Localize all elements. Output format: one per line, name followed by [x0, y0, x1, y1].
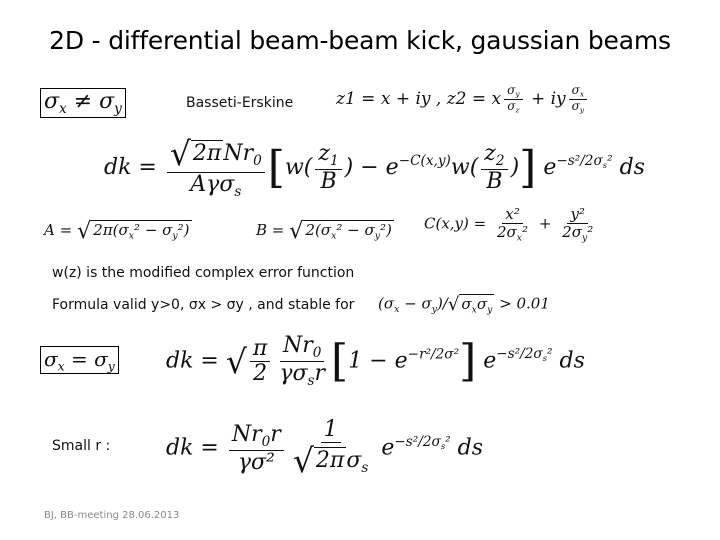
small-r-label: Small r : [52, 438, 111, 454]
c-definition: C(x,y) = $\frac{\text{x²}}{2\sigma_x^2}$ + $\frac{\text{y²}}{2\sigma_y^2}$ [424, 205, 594, 243]
kick-formula-general: dk = $\frac{√2\pi Nr_0}{A\gamma\sigma_s}$ [w( $\frac{z_1}{B}$ ) − $e^{-C(x,y)}w$( $\frac{z_2}{B}$ )] $e^{-s^2/2\sigma_s^2}$ ds [104, 134, 645, 201]
z-definitions-formula: z1 = x + iy , z2 = x $\frac{\sigma_y}{\sigma_z}$ + iy $\frac{\sigma_x}{\sigma_y}$ [336, 84, 590, 115]
validity-condition-text: Formula valid y>0, σx > σy , and stable for [52, 297, 355, 313]
a-definition: A = √ $2\pi(\sigma_x^2 - \sigma_y^2)$ [44, 218, 190, 244]
footer-citation: BJ, BB-meeting 28.06.2013 [44, 510, 180, 521]
basseti-erskine-label: Basseti-Erskine [186, 95, 294, 111]
unequal-sigma-condition: $\sigma_x \ne \sigma_y$ [40, 88, 126, 118]
slide-title: 2D - differential beam-beam kick, gaussian beams [49, 26, 671, 55]
b-definition: B = √ $2(\sigma_x^2 - \sigma_y^2)$ [256, 218, 392, 244]
kick-formula-round-beam: dk = √ $\frac{\pi}{2}$ $\frac{Nr_0}{\gamma\sigma_sr}$ $[1 - e^{-r^2/2\sigma^2}]$ $e^{-s^2/2\sigma_s^2}$ ds [166, 333, 585, 389]
equal-sigma-condition: $\sigma_x = \sigma_y$ [40, 346, 119, 374]
kick-formula-small-r: dk = $\frac{Nr_0r}{\text{γσ²}}$ $\frac{1}{√2\pi\sigma_s}$ $e^{-s^2/2\sigma_s^2}$ ds [166, 417, 483, 481]
stability-condition-formula: $(\sigma_x - \sigma_y)/√$ $\sigma_x\sigma_y > 0.01$ [378, 294, 550, 315]
w-function-description: w(z) is the modified complex error function [52, 265, 355, 281]
